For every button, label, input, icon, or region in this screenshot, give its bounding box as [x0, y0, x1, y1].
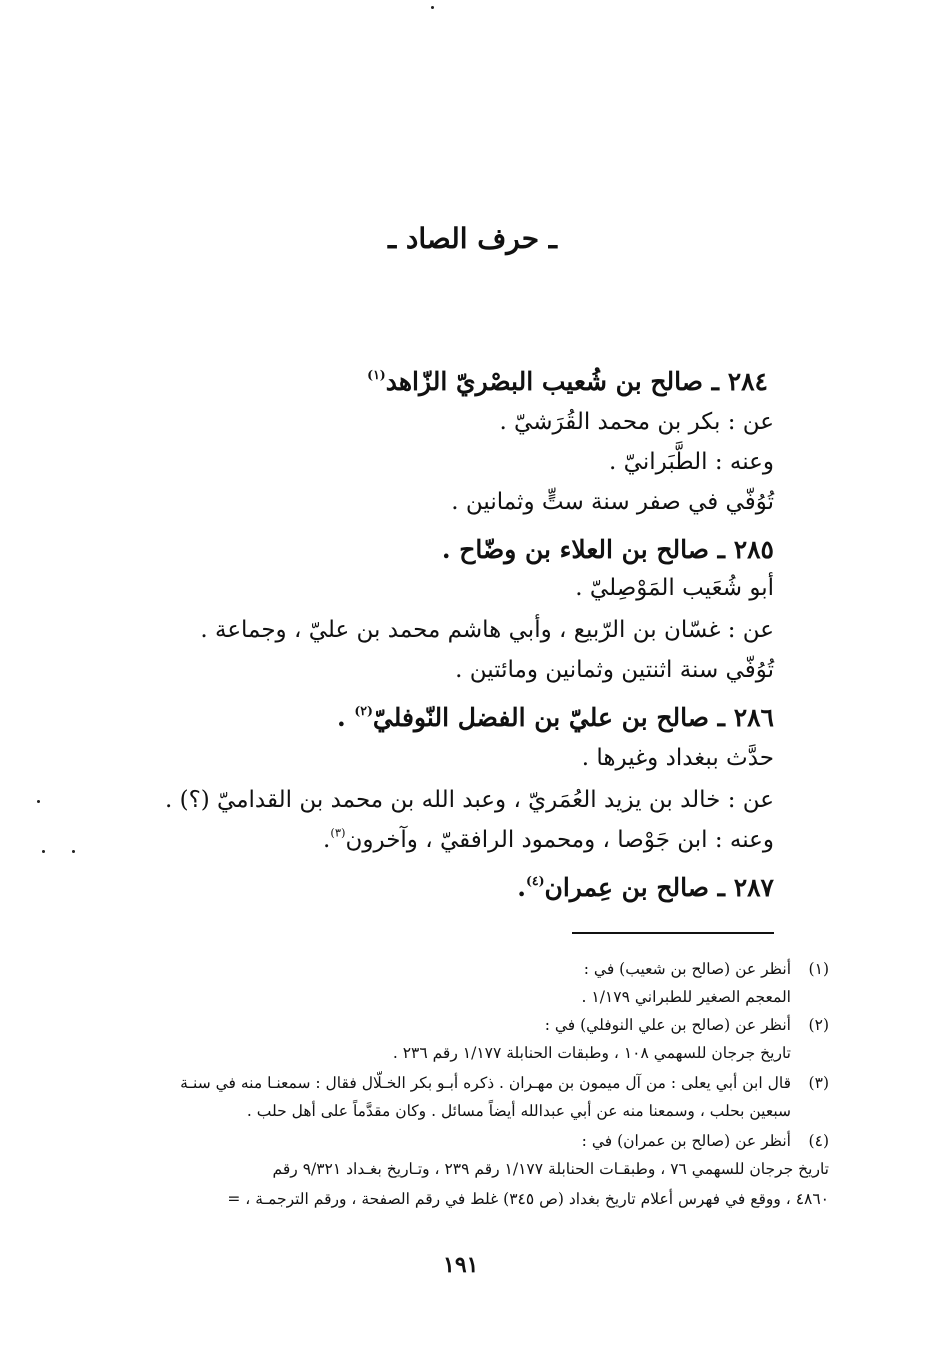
- entry-title-text: ٢٨٦ ـ صالح بن عليّ بن الفضل النّوفليّ: [372, 703, 774, 732]
- footnote-line: أنظر عن (صالح بن شعيب) في :: [583, 960, 791, 978]
- entry-line: وعنه : الطَّبَرانيّ .: [609, 449, 774, 475]
- footnote-rule: [572, 932, 774, 934]
- entry-title-284: [367, 367, 768, 396]
- scan-speck: [37, 800, 40, 803]
- entry-title-286: [337, 703, 774, 732]
- footnote-number: (٤): [808, 1132, 829, 1150]
- entry-line-text: وعنه : ابن جَوْصا ، ومحمود الرافقيّ ، وآخرون: [345, 827, 774, 853]
- footnote-line: المعجم الصغير للطبراني ١/١٧٩ .: [581, 988, 791, 1006]
- entry-line: عن : بكر بن محمد القُرَشيّ .: [499, 409, 774, 435]
- entry-title-text: ٢٨٤ ـ صالح بن شُعيب البصْريّ الزّاهد: [385, 367, 768, 396]
- entry-title-text: ٢٨٧ ـ صالح بن عِمران: [544, 873, 774, 902]
- scan-speck: [42, 850, 45, 853]
- page-number: ١٩١: [443, 1252, 479, 1278]
- entry-line: أبو شُعَيب المَوْصِليّ .: [575, 575, 774, 601]
- footnote-line: أنظر عن (صالح بن علي النوفلي) في :: [544, 1016, 791, 1034]
- footnote-line: تاريخ جرجان للسهمي ٧٦ ، وطبقـات الحنابلة ١/١٧٧ رقم ٢٣٩ ، وتـاريخ بغـداد ٩/٣٢١ رقم: [272, 1160, 829, 1178]
- footnote-number: (١): [808, 960, 829, 978]
- entry-title-287: [517, 873, 774, 902]
- footnote-number: (٢): [808, 1016, 829, 1034]
- entry-title-tail: .: [336, 703, 355, 732]
- footnote-line: قال ابن أبي يعلى : من آل ميمون بن مهـران . ذكره أبـو بكر الخـلّال فقال : سمعنـا منه في سنـة: [180, 1074, 791, 1092]
- footnote-line: سبعين بحلب ، وسمعنا منه عن أبي عبدالله أيضاً مسائل . وكان مقدَّماً على أهل حلب .: [246, 1102, 791, 1120]
- footnote-number: (٣): [808, 1074, 829, 1092]
- section-heading: ـ حرف الصاد ـ: [387, 222, 557, 255]
- entry-line: تُوُفّي سنة اثنتين وثمانين ومائتين .: [455, 657, 774, 683]
- scan-speck: [431, 6, 434, 9]
- footnote-line: ٤٨٦٠ ، ووقع في فهرس أعلام تاريخ بغداد (ص ٣٤٥) غلط في رقم الصفحة ، ورقم الترجمـة ، =: [227, 1190, 829, 1208]
- scan-speck: [72, 850, 75, 853]
- footnote-line: أنظر عن (صالح بن عمران) في :: [581, 1132, 791, 1150]
- entry-title-285: ٢٨٥ ـ صالح بن العلاء بن وضّاح .: [441, 535, 774, 564]
- entry-title-tail: .: [517, 873, 526, 902]
- footnote-line: تاريخ جرجان للسهمي ١٠٨ ، وطبقات الحنابلة ١/١٧٧ رقم ٢٣٦ .: [392, 1044, 791, 1062]
- entry-line: [323, 827, 774, 853]
- note-ref-4: (٤): [525, 872, 545, 888]
- note-ref-2: (٢): [354, 702, 373, 718]
- entry-line: حدَّث ببغداد وغيرها .: [581, 745, 774, 771]
- note-ref-1: (١): [367, 366, 386, 382]
- note-ref-3: (٣): [330, 825, 346, 840]
- entry-line-tail: .: [323, 827, 331, 853]
- entry-line: عن : خالد بن يزيد العُمَريّ ، وعبد الله بن محمد بن القداميّ (؟) .: [164, 787, 774, 813]
- entry-line: تُوُفّي في صفر سنة ستٍّ وثمانين .: [451, 489, 774, 515]
- entry-line: عن : غسّان بن الرّبيع ، وأبي هاشم محمد بن عليّ ، وجماعة .: [200, 617, 774, 643]
